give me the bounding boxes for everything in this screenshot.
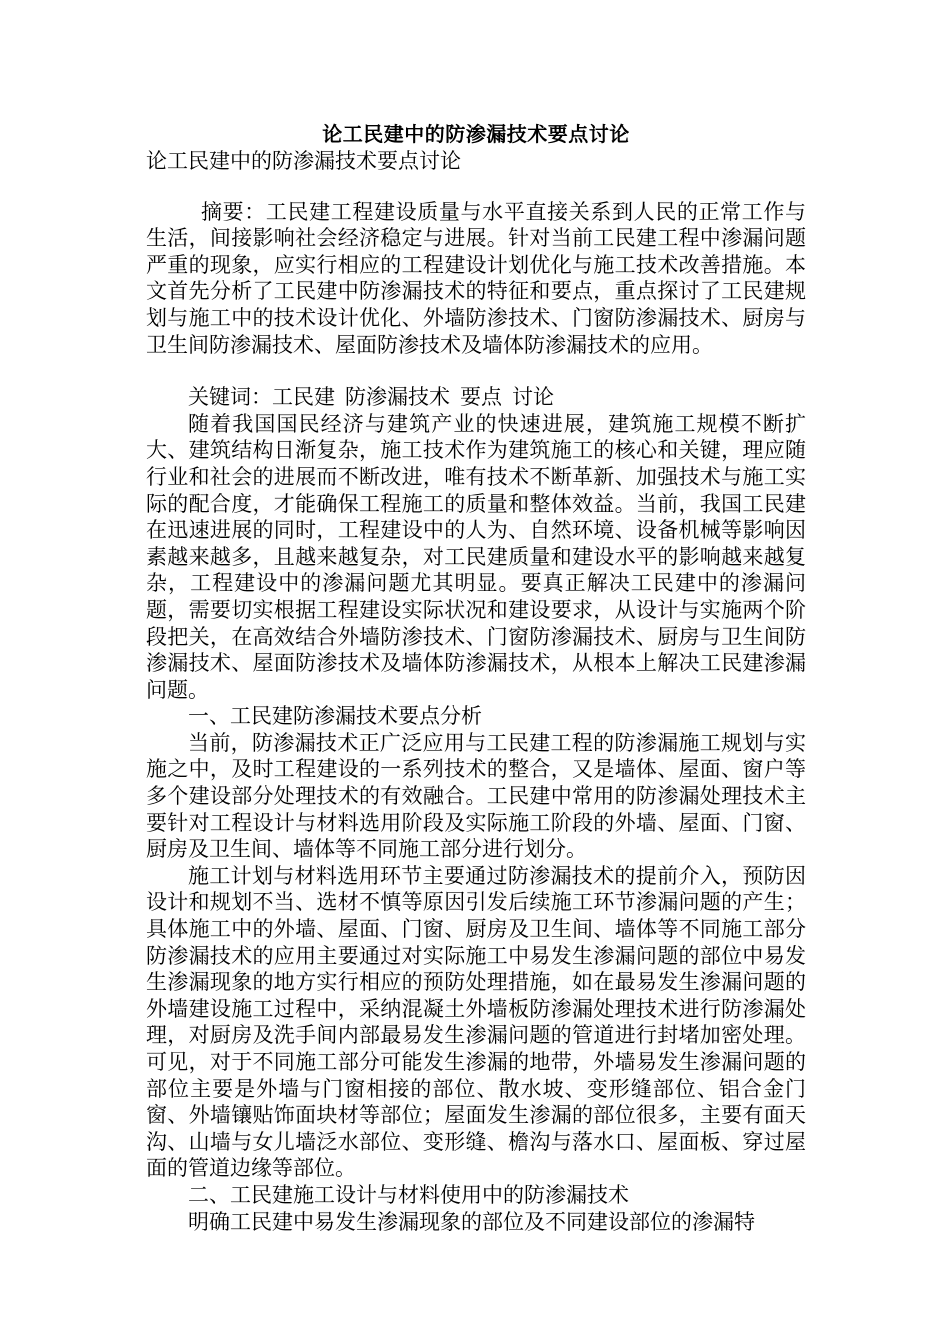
keyword: 工民建 bbox=[272, 385, 335, 410]
section-heading-1: 一、工民建防渗漏技术要点分析 bbox=[188, 704, 482, 729]
keywords-label: 关键词： bbox=[188, 385, 272, 410]
keyword: 防渗漏技术 bbox=[345, 385, 450, 410]
abstract-paragraph: 摘要：工民建工程建设质量与水平直接关系到人民的正常工作与生活，间接影响社会经济稳定与进展。针对当前工民建工程中渗漏问题严重的现象，应实行相应的工程建设计划优化与施工技术改善措施。本文首先分析了工民建中防渗漏技术的特征和要点，重点探讨了工民建规划与施工中的技术设计优化、外墙防渗技术、门窗防渗漏技术、厨房与卫生间防渗漏技术、屋面防渗技术及墙体防渗漏技术的应用。 bbox=[146, 199, 806, 357]
document-page bbox=[146, 120, 806, 1235]
body-paragraph: 当前，防渗漏技术正广泛应用与工民建工程的防渗漏施工规划与实施之中，及时工程建设的一系列技术的整合，又是墙体、屋面、窗户等多个建设部分处理技术的有效融合。工民建中常用的防渗漏处理技术主要针对工程设计与材料选用阶段及实际施工阶段的外墙、屋面、门窗、厨房及卫生间、墙体等不同施工部分进行划分。 bbox=[146, 730, 806, 862]
keywords-line bbox=[146, 384, 806, 411]
body-paragraph: 明确工民建中易发生渗漏现象的部位及不同建设部位的渗漏特 bbox=[188, 1209, 755, 1234]
document-subtitle: 论工民建中的防渗漏技术要点讨论 bbox=[146, 149, 461, 173]
keyword: 讨论 bbox=[512, 385, 554, 410]
body-paragraph: 施工计划与材料选用环节主要通过防渗漏技术的提前介入，预防因设计和规划不当、选材不慎等原因引发后续施工环节渗漏问题的产生；具体施工中的外墙、屋面、门窗、厨房及卫生间、墙体等不同施工部分防渗漏技术的应用主要通过对实际施工中易发生渗漏问题的部位中易发生渗漏现象的地方实行相应的预防处理措施，如在最易发生渗漏问题的外墙建设施工过程中，采纳混凝土外墙板防渗漏处理技术进行防渗漏处理，对厨房及洗手间内部最易发生渗漏问题的管道进行封堵加密处理。可见，对于不同施工部分可能发生渗漏的地带，外墙易发生渗漏问题的部位主要是外墙与门窗相接的部位、散水坡、变形缝部位、铝合金门窗、外墙镶贴饰面块材等部位；屋面发生渗漏的部位很多，主要有面天沟、山墙与女儿墙泛水部位、变形缝、檐沟与落水口、屋面板、穿过屋面的管道边缘等部位。 bbox=[146, 863, 806, 1181]
section-heading-2: 二、工民建施工设计与材料使用中的防渗漏技术 bbox=[188, 1182, 629, 1207]
document-title: 论工民建中的防渗漏技术要点讨论 bbox=[322, 122, 630, 146]
intro-paragraph: 随着我国国民经济与建筑产业的快速进展，建筑施工规模不断扩大、建筑结构日渐复杂，施工技术作为建筑施工的核心和关键，理应随行业和社会的进展而不断改进，唯有技术不断革新、加强技术与施工实际的配合度，才能确保工程施工的质量和整体效益。当前，我国工民建在迅速进展的同时，工程建设中的人为、自然环境、设备机械等影响因素越来越多，且越来越复杂，对工民建质量和建设水平的影响越来越复杂，工程建设中的渗漏问题尤其明显。要真正解决工民建中的渗漏问题，需要切实根据工程建设实际状况和建设要求，从设计与实施两个阶段把关，在高效结合外墙防渗技术、门窗防渗漏技术、厨房与卫生间防渗漏技术、屋面防渗技术及墙体防渗漏技术，从根本上解决工民建渗漏问题。 bbox=[146, 411, 806, 702]
keyword: 要点 bbox=[460, 385, 502, 410]
